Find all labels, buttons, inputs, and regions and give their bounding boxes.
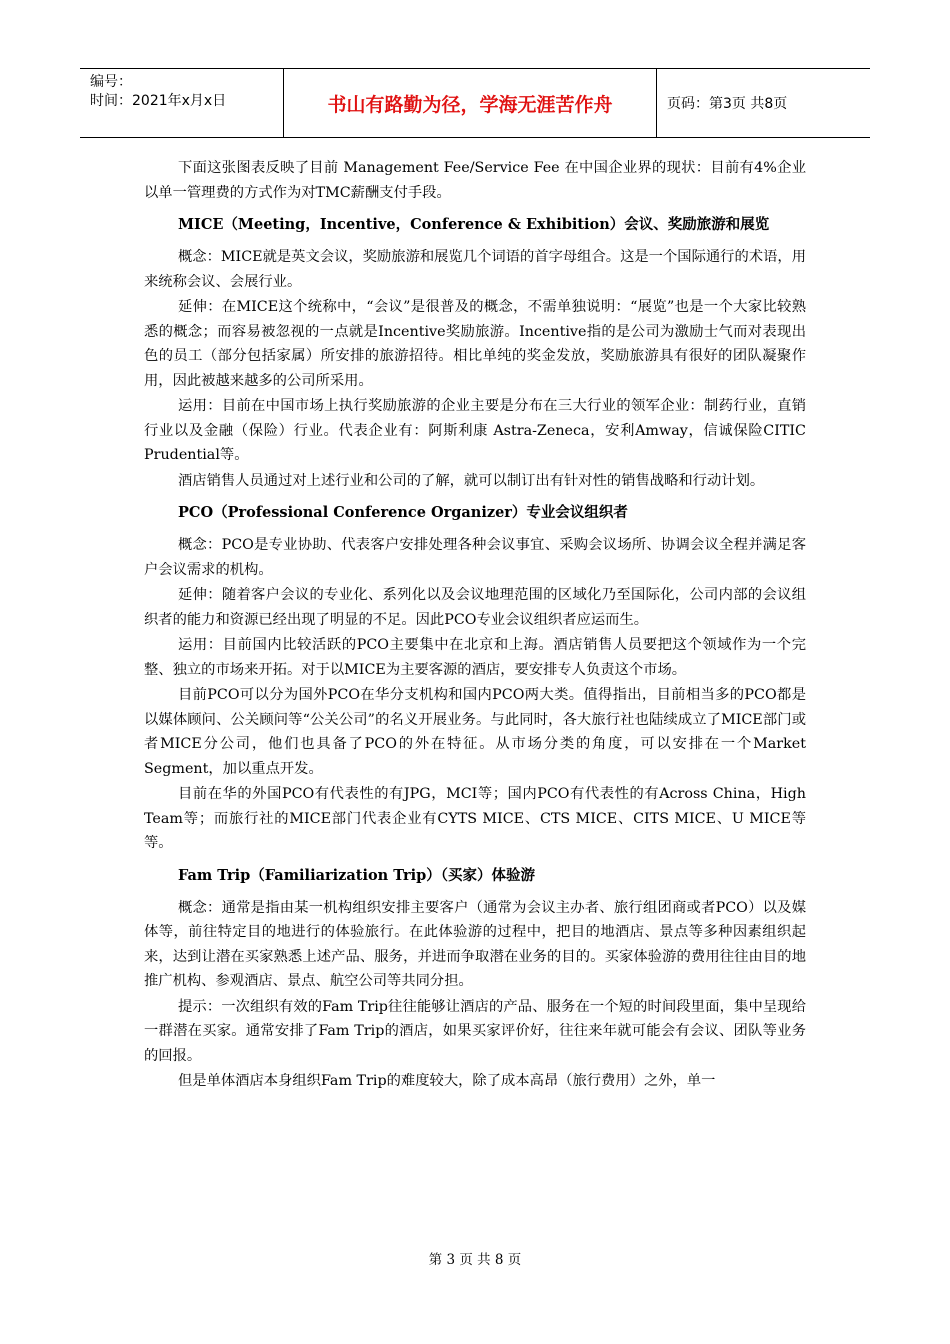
paragraph: 延伸：随着客户会议的专业化、系列化以及会议地理范围的区域化乃至国际化，公司内部的会议组织者的能力和资源已经出现了明显的不足。因此PCO专业会议组织者应运而生。 xyxy=(144,587,806,628)
section-heading-famtrip: Fam Trip（Familiarization Trip）（买家）体验游 xyxy=(178,866,535,884)
header-time: 时间：2021年x月x日 xyxy=(90,93,227,109)
section-heading-mice: MICE（Meeting，Incentive，Conference & Exhibition）会议、奖励旅游和展览 xyxy=(178,216,770,233)
paragraph: 概念：MICE就是英文会议，奖励旅游和展览几个词语的首字母组合。这是一个国际通行的术语，用来统称会议、会展行业。 xyxy=(144,249,806,290)
paragraph: 运用：目前在中国市场上执行奖励旅游的企业主要是分布在三大行业的领军企业：制药行业，直销行业以及金融（保险）行业。代表企业有：阿斯利康 Astra-Zeneca，安利Amway，信诚保险CITIC Prudential等。 xyxy=(144,398,806,463)
section-heading-pco: PCO（Professional Conference Organizer）专业会议组织者 xyxy=(178,504,628,521)
paragraph: 提示：一次组织有效的Fam Trip往往能够让酒店的产品、服务在一个短的时间段里面，集中呈现给一群潜在买家。通常安排了Fam Trip的酒店，如果买家评价好，往往来年就可能会有会议、团队等业务的回报。 xyxy=(144,998,806,1064)
paragraph: 概念：PCO是专业协助、代表客户安排处理各种会议事宜、采购会议场所、协调会议全程并满足客户会议需求的机构。 xyxy=(144,537,806,578)
header-page: 页码：第3页 共8页 xyxy=(667,96,788,112)
header-meta xyxy=(80,69,284,137)
paragraph: 但是单体酒店本身组织Fam Trip的难度较大，除了成本高昂（旅行费用）之外，单一 xyxy=(178,1073,716,1089)
paragraph: 目前在华的外国PCO有代表性的有JPG，MCI等；国内PCO有代表性的有Across China，High Team等；而旅行社的MICE部门代表企业有CYTS MICE、CTS MICE、CITS MICE、U MICE等等。 xyxy=(144,786,806,851)
paragraph: 酒店销售人员通过对上述行业和公司的了解，就可以制订出有针对性的销售战略和行动计划。 xyxy=(178,472,765,489)
header-motto: 书山有路勤为径，学海无涯苦作舟 xyxy=(284,69,657,137)
paragraph: 目前PCO可以分为国外PCO在华分支机构和国内PCO两大类。值得指出，目前相当多的PCO都是以媒体顾问、公关顾问等“公关公司”的名义开展业务。与此同时，各大旅行社也陆续成立了MICE部门或者MICE分公司，他们也具备了PCO的外在特征。从市场分类的角度，可以安排在一个Market Segment，加以重点开发。 xyxy=(144,687,806,777)
document-body xyxy=(144,156,806,1095)
header-number: 编号： xyxy=(90,74,132,90)
paragraph: 概念：通常是指由某一机构组织安排主要客户（通常为会议主办者、旅行组团商或者PCO）以及媒体等，前往特定目的地进行的体验旅行。在此体验游的过程中，把目的地酒店、景点等多种因素组织起来，达到让潜在买家熟悉上述产品、服务，并进而争取潜在业务的目的。买家体验游的费用往往由目的地推广机构、参观酒店、景点、航空公司等共同分担。 xyxy=(144,899,806,989)
paragraph: 运用：目前国内比较活跃的PCO主要集中在北京和上海。酒店销售人员要把这个领域作为一个完整、独立的市场来开拓。对于以MICE为主要客源的酒店，要安排专人负责这个市场。 xyxy=(144,637,806,678)
page-header xyxy=(80,68,870,138)
paragraph: 延伸：在MICE这个统称中，“会议”是很普及的概念，不需单独说明：“展览”也是一个大家比较熟悉的概念；而容易被忽视的一点就是Incentive奖励旅游。Incentive指的是公司为激励士气而对表现出色的员工（部分包括家属）所安排的旅游招待。相比单纯的奖金发放，奖励旅游具有很好的团队凝聚作用，因此被越来越多的公司所采用。 xyxy=(144,299,806,389)
page-footer: 第 3 页 共 8 页 xyxy=(428,1252,522,1268)
paragraph: 下面这张图表反映了目前 Management Fee/Service Fee 在中国企业界的现状：目前有4%企业以单一管理费的方式作为对TMC薪酬支付手段。 xyxy=(144,160,806,201)
